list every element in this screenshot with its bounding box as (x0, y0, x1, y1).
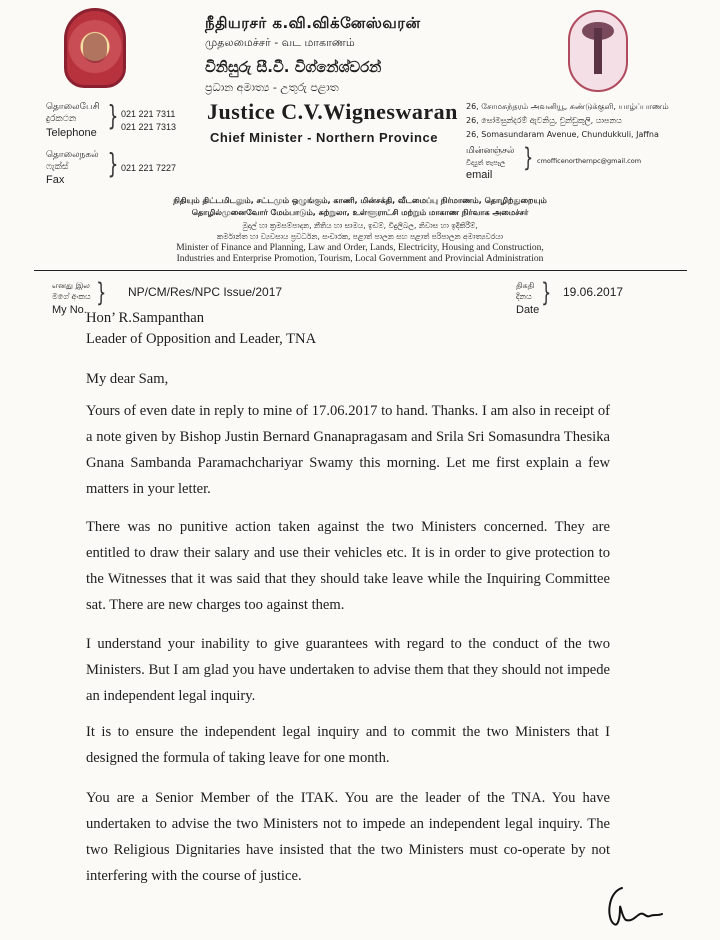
telephone-label-tamil: தொலைபேசி (46, 102, 100, 112)
paragraph-1: Yours of even date in reply to mine of 17.06.2017 to hand. Thanks. I am also in receipt of a note given by Bishop Justin Bernard Gnanapragasam and Srila Sri Somasundra Thesika Gnana Sambanda Paramachchariyar Swamy this morning. Let me first explain a few matters in your letter. (86, 403, 610, 497)
recipient-name: Hon’ R.Sampanthan (86, 310, 205, 326)
salutation: My dear Sam, (86, 371, 169, 387)
paragraph-5: You are a Senior Member of the ITAK. You are the leader of the TNA. You have undertaken to advise the two Ministers not to impede an independent legal inquiry. The two Religious Dignitaries have insisted that the two Ministers must co-operate by not interfering with the course of justice. (86, 790, 610, 884)
email-brace: } (523, 143, 534, 173)
fax-label: Fax (46, 174, 65, 186)
sinhala-name: විනිසුරු සී.වී. විග්නේශ්වරන් (205, 58, 382, 76)
my-no-label-sinhala: මගේ අංකය (52, 292, 91, 301)
ministries-tamil-1: நிதியும் திட்டமிடலும், சட்டமும் ஒழுங்கும், காணி, மின்சக்தி, வீடமைப்பு நிர்மாணம், தொழிற்துறையும் (173, 196, 547, 205)
telephone-brace: } (107, 99, 119, 132)
address-tamil: 26, சோமசுந்தரம் அவனியூ, சுண்டுக்குளி, யாழ்ப்பாணம் (466, 102, 669, 111)
date-brace: } (541, 278, 552, 308)
english-title: Chief Minister - Northern Province (210, 130, 438, 145)
telephone-label-sinhala: දුරකථන (46, 114, 77, 124)
my-no-label: My No. (52, 304, 87, 316)
my-no-label-tamil: எனது இல (52, 281, 90, 290)
ministries-tamil-2: தொழில்முனைவோர் மேம்பாடும், சுற்றுலா, உள்ளூராட்சி மற்றும் மாகாண நிர்வாக அமைச்சர் (191, 208, 529, 217)
tamil-title: முதலமைச்சர் - வட மாகாணம் (205, 36, 355, 49)
tamil-name: நீதியரசர் க.வி.விக்னேஸ்வரன் (205, 14, 421, 32)
ministries-english-1: Minister of Finance and Planning, Law and Order, Lands, Electricity, Housing and Construction, (176, 243, 544, 253)
email-label-tamil: மின்னஞ்சல் (466, 146, 515, 156)
telephone-number-1: 021 221 7311 (121, 109, 176, 119)
address-english: 26, Somasundaram Avenue, Chundukkuli, Jaffna (466, 130, 659, 139)
telephone-number-2: 021 221 7313 (121, 122, 177, 132)
paragraph-2: There was no punitive action taken against the two Ministers concerned. They are entitled to draw their salary and use their vehicles etc. It is in order to give protection to the Witnesses that it was said that they should take leave while the Inquiring Committee sat. There are new charges too against them. (86, 519, 610, 613)
sri-lanka-emblem-icon (64, 8, 126, 88)
telephone-label: Telephone (46, 127, 97, 139)
sinhala-title: ප්‍රධාන අමාත්‍ය - උතුරු පළාත (205, 81, 339, 94)
email-label: email (466, 169, 493, 181)
fax-label-tamil: தொலைநகல் (46, 150, 99, 160)
ministries-sinhala-2: කර්මාන්ත හා ව්‍යවසාය ප්‍රවර්ධන, සංචාරක, පළාත් පාලන සහ පළාත් පරිපාලන අමාත්‍යවරයා (216, 232, 504, 241)
paragraph-3: I understand your inability to give guarantees with regard to the conduct of the two Ministers. But I am glad you have undertaken to advise them that they should not impede an independent legal inquiry. (86, 636, 610, 704)
email-label-sinhala: විද්‍යුත් තැපෑල (466, 159, 506, 167)
my-no-brace: } (96, 278, 107, 308)
date-value: 19.06.2017 (563, 285, 624, 299)
english-name: Justice C.V.Wigneswaran (207, 99, 458, 124)
ministries-english-2: Industries and Enterprise Promotion, Tourism, Local Government and Provincial Administration (176, 254, 544, 264)
my-no-value: NP/CM/Res/NPC Issue/2017 (128, 285, 283, 299)
northern-province-seal-icon (568, 10, 628, 92)
fax-number: 021 221 7227 (121, 163, 177, 173)
date-label-sinhala: දිනය (516, 292, 532, 301)
date-label: Date (516, 304, 540, 316)
signature-icon (600, 878, 670, 930)
fax-brace: } (107, 147, 119, 180)
paragraph-4: It is to ensure the independent legal inquiry and to commit the two Ministers that I designed the formula of taking leave for one month. (86, 724, 610, 766)
email-value: cmofficenorthernpc@gmail.com (537, 157, 642, 165)
address-sinhala: 26, සෝමසුන්දරම් ඇවනියු, චුන්ඩුකුලි, යාපනය (466, 116, 622, 125)
fax-label-sinhala: ෆැක්ස් (46, 162, 69, 172)
date-label-tamil: திகதி (516, 281, 535, 290)
letterhead-divider (34, 270, 687, 271)
ministries-sinhala-1: මුදල් හා ක්‍රමසම්පාදන, නීතිය හා සාමය, ඉඩම්, විදුලිබල, නිවාස හා ඉදිකිරීම්, (242, 221, 478, 230)
recipient-title: Leader of Opposition and Leader, TNA (86, 331, 317, 347)
